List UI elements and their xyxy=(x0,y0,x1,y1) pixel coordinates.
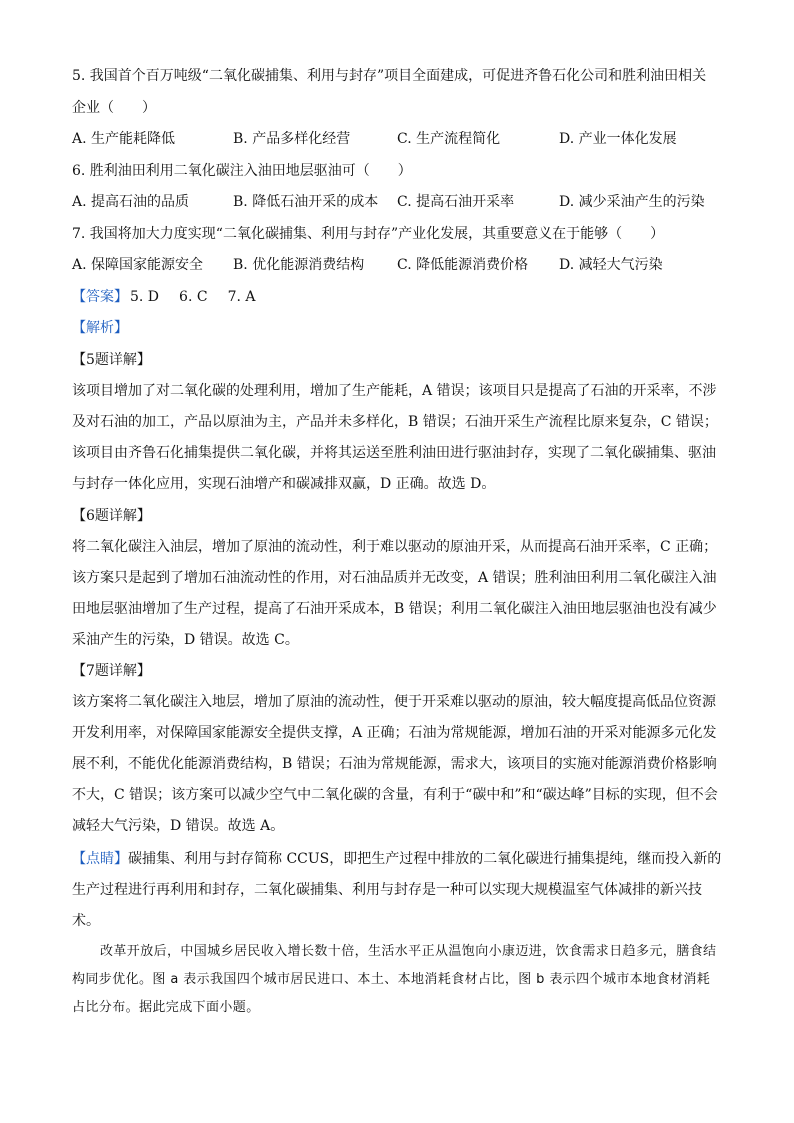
analysis-label: 【解析】 xyxy=(72,320,128,336)
q5-stem-line2: 企业（ ） xyxy=(72,100,156,116)
detail-6-line: 该方案只是起到了增加石油流动性的作用，对石油品质并无改变，A 错误；胜利油田利用二氧化碳注入油 xyxy=(72,570,717,586)
tip-line-1 xyxy=(72,849,721,869)
q5-stem-line1: 5. 我国首个百万吨级“二氧化碳捕集、利用与封存”项目全面建成，可促进齐鲁石化公司和胜利油田相关 xyxy=(72,68,707,84)
detail-7-line: 减轻大气污染，D 错误。故选 A。 xyxy=(72,818,285,834)
answer-line xyxy=(72,287,256,307)
detail-5-title: 【5题详解】 xyxy=(72,352,151,368)
q5-option-a: A. 生产能耗降低 xyxy=(72,131,176,147)
q6-stem: 6. 胜利油田利用二氧化碳注入油田地层驱油可（ ） xyxy=(72,163,412,179)
tip-line-3: 术。 xyxy=(72,913,100,929)
q7-option-d: D. 减轻大气污染 xyxy=(559,257,663,273)
detail-5-line: 该项目增加了对二氧化碳的处理利用，增加了生产能耗，A 错误；该项目只是提高了石油的开采率，不涉 xyxy=(72,383,717,399)
q7-option-a: A. 保障国家能源安全 xyxy=(72,257,204,273)
detail-5-line: 及对石油的加工，产品以原油为主，产品并未多样化，B 错误；石油开采生产流程比原来复杂，C 错误； xyxy=(72,414,718,430)
q5-option-b: B. 产品多样化经营 xyxy=(233,131,351,147)
detail-6-line: 将二氧化碳注入油层，增加了原油的流动性，利于难以驱动的原油开采，从而提高石油开采率，C 正确； xyxy=(72,539,718,555)
detail-5-line: 该项目由齐鲁石化捕集提供二氧化碳，并将其运送至胜利油田进行驱油封存，实现了二氧化碳捕集、驱油 xyxy=(72,445,716,461)
detail-7-line: 开发利用率，对保障国家能源安全提供支撑，A 正确；石油为常规能源，增加石油的开采对能源多元化发 xyxy=(72,725,717,741)
tip-label: 【点睛】 xyxy=(72,851,128,867)
q5-option-c: C. 生产流程简化 xyxy=(397,131,501,147)
answer-6: 6. C xyxy=(179,289,208,305)
answer-5: 5. D xyxy=(130,289,160,305)
next-section-intro: 改革开放后，中国城乡居民收入增长数十倍，生活水平正从温饱向小康迈进，饮食需求日趋多元，膳食结构同步优化。图 a 表示我国四个城市居民进口、本土、本地消耗食材占比，图 b 表示四个城市本地食材消耗占比分布。据此完成下面小题。 xyxy=(72,944,717,1015)
q7-stem: 7. 我国将加大力度实现“二氧化碳捕集、利用与封存”产业化发展，其重要意义在于能够（ ） xyxy=(72,226,665,242)
q6-option-c: C. 提高石油开采率 xyxy=(397,194,515,210)
q6-option-a: A. 提高石油的品质 xyxy=(72,194,190,210)
detail-7-line: 不大，C 错误；该方案可以减少空气中二氧化碳的含量，有利于“碳中和”和“碳达峰”目标的实现，但不会 xyxy=(72,787,718,803)
detail-7-title: 【7题详解】 xyxy=(72,663,151,679)
detail-6-line: 采油产生的污染，D 错误。故选 C。 xyxy=(72,632,299,648)
q7-option-c: C. 降低能源消费价格 xyxy=(397,257,529,273)
answer-label: 【答案】 xyxy=(72,289,128,305)
answer-7: 7. A xyxy=(227,289,256,305)
tip-line-2: 生产过程进行再利用和封存，二氧化碳捕集、利用与封存是一种可以实现大规模温室气体减排的新兴技 xyxy=(72,882,702,898)
detail-7-line: 该方案将二氧化碳注入地层，增加了原油的流动性，便于开采难以驱动的原油，较大幅度提高低品位资源 xyxy=(72,694,716,710)
q7-option-b: B. 优化能源消费结构 xyxy=(233,257,365,273)
detail-5-line: 与封存一体化应用，实现石油增产和碳减排双赢，D 正确。故选 D。 xyxy=(72,476,496,492)
detail-6-title: 【6题详解】 xyxy=(72,508,151,524)
detail-7-line: 展不利，不能优化能源消费结构，B 错误；石油为常规能源，需求大，该项目的实施对能源消费价格影响 xyxy=(72,756,717,772)
detail-6-line: 田地层驱油增加了生产过程，提高了石油开采成本，B 错误；利用二氧化碳注入油田地层驱油也没有减少 xyxy=(72,601,717,617)
q6-option-d: D. 减少采油产生的污染 xyxy=(559,194,705,210)
q6-option-b: B. 降低石油开采的成本 xyxy=(233,194,379,210)
tip-text-1: 碳捕集、利用与封存简称 CCUS，即把生产过程中排放的二氧化碳进行捕集提纯，继而投入新的 xyxy=(128,851,722,867)
q5-option-d: D. 产业一体化发展 xyxy=(559,131,677,147)
